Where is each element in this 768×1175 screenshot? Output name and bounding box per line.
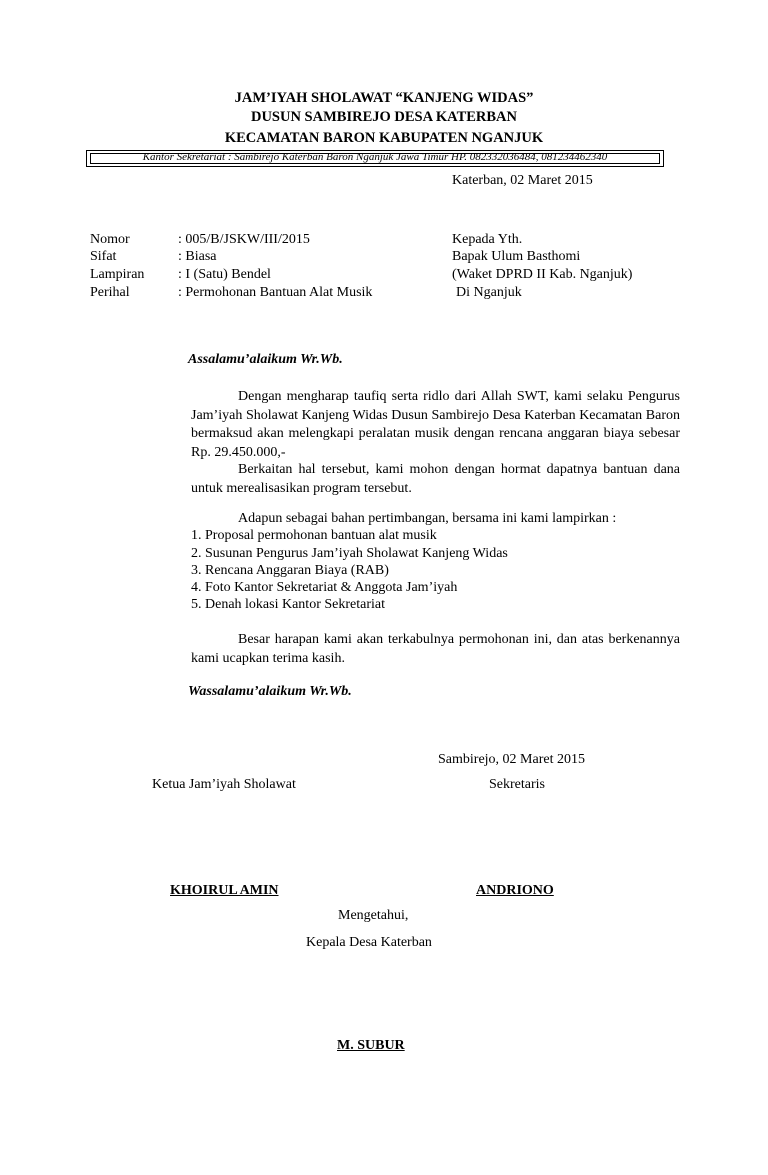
sifat-label: Sifat (90, 249, 117, 264)
lampiran-value: : I (Satu) Bendel (178, 267, 271, 282)
perihal-label: Perihal (90, 285, 130, 300)
paragraph-intro: Dengan mengharap taufiq serta ridlo dari Allah SWT, kami selaku Pengurus Jam’iyah Sholawat Kanjeng Widas Dusun Sambirejo Desa Katerban Kecamatan Baron bermaksud akan melengkapi peralatan musik dengan rencana anggaran biaya sebesar Rp. 29.450.000,- (191, 389, 680, 460)
attachment-item: 1. Proposal permohonan bantuan alat musik (191, 528, 437, 543)
nomor-label: Nomor (90, 232, 130, 247)
recipient-name: Bapak Ulum Basthomi (452, 249, 581, 264)
org-name: JAM’IYAH SHOLAWAT “KANJENG WIDAS” (234, 90, 534, 106)
secretary-name: ANDRIONO (476, 883, 554, 898)
nomor-value: : 005/B/JSKW/III/2015 (178, 232, 310, 247)
place-date: Katerban, 02 Maret 2015 (452, 173, 593, 188)
sifat-value: : Biasa (178, 249, 217, 264)
attachment-item: 3. Rencana Anggaran Biaya (RAB) (191, 563, 389, 578)
secretary-title: Sekretaris (489, 777, 545, 792)
paragraph-attachments: Adapun sebagai bahan pertimbangan, bersama ini kami lampirkan : (238, 511, 617, 526)
greeting: Assalamu’alaikum Wr.Wb. (188, 352, 343, 367)
address-box (86, 150, 664, 167)
sign-place-date: Sambirejo, 02 Maret 2015 (438, 752, 585, 767)
paragraph-closing: Besar harapan kami akan terkabulnya permohonan ini, dan atas berkenannya kami ucapkan terima kasih. (191, 632, 680, 666)
chairman-title: Ketua Jam’iyah Sholawat (152, 777, 296, 792)
perihal-value: : Permohonan Bantuan Alat Musik (178, 285, 373, 300)
attachment-item: 5. Denah lokasi Kantor Sekretariat (191, 597, 385, 612)
attachment-item: 4. Foto Kantor Sekretariat & Anggota Jam’iyah (191, 580, 458, 595)
acknowledge-label: Mengetahui, (338, 908, 409, 923)
village-head-title: Kepala Desa Katerban (306, 935, 432, 950)
recipient-location: Di Nganjuk (456, 285, 522, 300)
attachment-item: 2. Susunan Pengurus Jam’iyah Sholawat Kanjeng Widas (191, 546, 508, 561)
recipient-position: (Waket DPRD II Kab. Nganjuk) (452, 267, 633, 282)
closing-greeting: Wassalamu’alaikum Wr.Wb. (188, 684, 352, 699)
paragraph-request: Berkaitan hal tersebut, kami mohon dengan hormat dapatnya bantuan dana untuk merealisasikan program tersebut. (191, 462, 680, 496)
org-district: KECAMATAN BARON KABUPATEN NGANJUK (224, 130, 544, 146)
recipient-salutation: Kepada Yth. (452, 232, 523, 247)
village-head-name: M. SUBUR (337, 1038, 405, 1053)
office-address: Kantor Sekretariat : Sambirejo Katerban Baron Nganjuk Jawa Timur HP. 082332036484, 081234462340 (142, 151, 608, 163)
lampiran-label: Lampiran (90, 267, 145, 282)
chairman-name: KHOIRUL AMIN (170, 883, 279, 898)
org-village: DUSUN SAMBIREJO DESA KATERBAN (250, 109, 517, 125)
